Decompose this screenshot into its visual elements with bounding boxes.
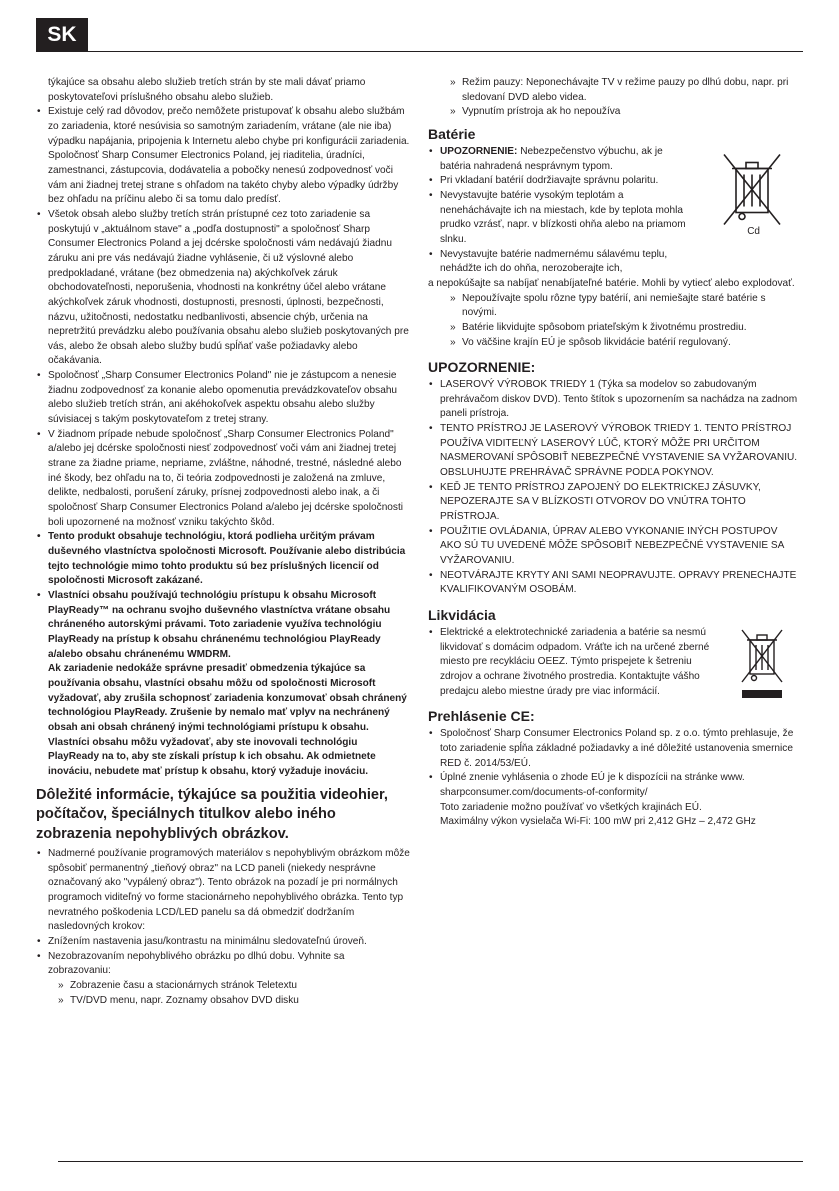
list-item: • Nadmerné používanie programových materiálov s nepohyblivým obrázkom môže spôsobiť permanentný „tieňový obraz" na LCD paneli (niekedy nesprávne označovaný ako "vypálený obraz"). Tento obrázok na pozadí je pri normálnych programoch viditeľný vo forme stacionárneho nepohyblivého obrázka. Tento typ nevratného poškodenia LCD/LED panelu sa dá obmedziť dodržaním nasledovných krokov: xyxy=(36,847,410,935)
list-item: • Existuje celý rad dôvodov, prečo nemôžete pristupovať k obsahu alebo službám zo zariadenia, ktoré nesúvisia so samotným zariadením, vrátane (ale nie iba) výpadku napájania, pripojenia k Internetu alebo chybe pri konfigurácii zariadenia. Spoločnosť Sharp Consumer Electronics Poland, jej riaditelia, úradníci, zamestnanci, zástupcovia, dodávatelia a pobočky nenesú zodpovednosť voči vám ani žiadnej tretej strane s ohľadom na takéto chyby alebo výpadky údržby bez ohľadu na príčinu alebo či sa tomu dalo predísť. xyxy=(36,105,410,208)
right-column xyxy=(428,76,800,830)
list-item: • TENTO PRÍSTROJ JE LASEROVÝ VÝROBOK TRIEDY 1. TENTO PRÍSTROJ POUŽÍVA VIDITEĽNÝ LASEROVÝ LÚČ, KTORÝ MÔŽE PRI URČITOM NASMEROVANÍ SPÔSOBIŤ NEBEZPEČNÉ VYSTAVENIE SA VYŽAROVANIU. OBSLUHUJTE PREHRÁVAČ SPRÁVNE PODĽA POKYNOV. xyxy=(428,422,800,481)
ce-title: Prehlásenie CE: xyxy=(428,708,535,725)
section-title: Dôležité informácie, týkajúce sa použitia videohier, počítačov, špeciálnych titulkov alebo iného zobrazenia nepohyblivých obrázkov. xyxy=(36,786,388,842)
list-item: » Nepoužívajte spolu rôzne typy batérií, ani nemiešajte staré batérie s novými. xyxy=(428,292,800,321)
list-item: » Vypnutím prístroja ak ho nepoužíva xyxy=(428,105,800,120)
list-item xyxy=(428,145,800,174)
header-rule xyxy=(36,51,803,52)
battery-list xyxy=(428,145,800,277)
footer-rule xyxy=(58,1161,803,1162)
heat-text-continued: a nepokúšajte sa nabíjať nenabíjateľné batérie. Mohli by vytiecť alebo explodovať. xyxy=(428,277,795,289)
battery-section xyxy=(428,145,800,350)
list-item xyxy=(428,248,800,277)
list-item: • Spoločnosť „Sharp Consumer Electronics Poland" nie je zástupcom a nenesie žiadnu zodpovednosť za konanie alebo opomenutia prevádzkovateľov obsahu alebo služieb tretích strán, ani akéhokoľvek aspektu obsahu alebo služby súvisiacej s takým poskytovateľom z tretej strany. xyxy=(36,369,410,428)
still-image-sublist xyxy=(36,979,410,1008)
battery-sublist xyxy=(428,292,800,351)
heat-text: • Nevystavujte batérie nadmernému sálavému teplu, nehádžte ich do ohňa, nerozoberajte ich, xyxy=(440,248,668,275)
pause-sublist xyxy=(428,76,800,120)
list-item: • V žiadnom prípade nebude spoločnosť „Sharp Consumer Electronics Poland" a/alebo jej dcérske spoločnosti niesť zodpovednosť voči vám ani žiadnej tretej strane za žiadne priame, nepriame, zvláštne, náhodné, trestné, následné alebo iné škody, bez ohľadu na to, či teória zodpovednosti je založená na zmluve, delikte, nedbalosti, porušení záruky, prísnej zodpovednosti alebo inak, a či spoločnosť Sharp Consumer Electronics Poland a/alebo jej dcérske spoločnosti boli upozornené na možnosť vzniku takýchto škôd. xyxy=(36,428,410,531)
laser-warning-list xyxy=(428,378,800,598)
ce-url: sharpconsumer.com/documents-of-conformity/ xyxy=(440,786,648,798)
left-column xyxy=(36,76,410,1008)
list-item xyxy=(36,589,410,780)
still-image-list xyxy=(36,847,410,979)
list-item: • Nezobrazovaním nepohyblivého obrázku po dlhú dobu. Vyhnite sa zobrazovaniu: xyxy=(36,950,410,979)
list-item xyxy=(428,771,800,830)
list-item: • Tento produkt obsahuje technológiu, ktorá podlieha určitým právam duševného vlastníctva spoločnosti Microsoft. Používanie alebo distribúcia tejto technológie mimo tohto produktu sú bez príslušných licencií od spoločnosti Microsoft zakázané. xyxy=(36,530,410,589)
list-item: • Elektrické a elektrotechnické zariadenia a batérie sa nesmú likvidovať s domácim odpadom. Vráťte ich na určené zberné miesto pre recykláciu OEEZ. Týmto prispejete k šetreniu zdrojov a ochrane životného prostredia. Kontaktujte vášho predajcu alebo miestne úrady pre viac informácií. xyxy=(428,626,800,699)
disposal-section xyxy=(428,626,800,699)
list-item: • Pri vkladaní batérií dodržiavajte správnu polaritu. xyxy=(428,174,800,189)
list-item: • POUŽITIE OVLÁDANIA, ÚPRAV ALEBO VYKONANIE INÝCH POSTUPOV AKO SÚ TU UVEDENÉ MÔŽE SPÔSOBIŤ NEBEZPEČNÉ VYSTAVENIE SA VYŽAROVANIU. xyxy=(428,525,800,569)
list-item: • Všetok obsah alebo služby tretích strán prístupné cez toto zariadenie sa poskytujú v „aktuálnom stave" a „podľa dostupnosti" a spoločnosť Sharp Consumer Electronics Poland a jej dcérske spoločnosti vám nedávajú žiadnu záruku ani pre vás nedávajú žiadne vyhlásenie, či už výslovné alebo predpokladané, vrátane (bez obmedzenia na) akýchkoľvek záruk obchodovateľnosti, neporušenia, vhodnosti na konkrétny účel alebo vrátane akýchkoľvek záruk vhodnosti, dostupnosti, presnosti, úplnosti, bezpečnosti, názvu, užitočnosti, nedostatku nedbanlivosti, absencie chýb, určenia na nepretržitú prevádzku alebo používania obsahu alebo služieb poskytovaných pre vás, alebo že obsah alebo služby budú spĺňať vaše požiadavky alebo očakávania. xyxy=(36,208,410,369)
list-item: • Znížením nastavenia jasu/kontrastu na minimálnu sledovateľnú úroveň. xyxy=(36,935,410,950)
warning-text: Nebezpečenstvo výbuchu, ak je batéria nahradená nesprávnym typom. xyxy=(440,145,663,172)
ce-list xyxy=(428,727,800,830)
ce-power-text: Maximálny výkon vysielača Wi-Fi: 100 mW pri 2,412 GHz – 2,472 GHz xyxy=(440,816,756,828)
list-item: • KEĎ JE TENTO PRÍSTROJ ZAPOJENÝ DO ELEKTRICKEJ ZÁSUVKY, NEPOZERAJTE SA V BLÍZKOSTI OTVOROV DO VNÚTRA TOHTO PRÍSTROJA. xyxy=(428,481,800,525)
list-item: » Zobrazenie času a stacionárnych stránok Teletextu xyxy=(36,979,410,994)
warning-label: UPOZORNENIE: xyxy=(440,145,518,157)
list-item: • Spoločnosť Sharp Consumer Electronics Poland sp. z o.o. týmto prehlasuje, že toto zariadenie spĺňa základné požiadavky a iné dôležité ustanovenia smernice RED č. 2014/53/EÚ. xyxy=(428,727,800,771)
playready-text: Vlastníci obsahu používajú technológiu prístupu k obsahu Microsoft PlayReady™ na ochranu svojho duševného vlastníctva vrátane obsahu chráneného autorskými právami. Toto zariadenie využíva technológiu PlayReady na prístup k obsahu chránenému technológiou PlayReady a/alebo obsahu chránenému WMDRM. xyxy=(48,589,391,660)
warning-title: UPOZORNENIE: xyxy=(428,359,536,376)
list-item: • LASEROVÝ VÝROBOK TRIEDY 1 (Týka sa modelov so zabudovaným prehrávačom diskov DVD). Tento štítok s upozornením sa nachádza na zadnom paneli prístroja. xyxy=(428,378,800,422)
list-item: » Režim pauzy: Neponechávajte TV v režime pauzy po dlhú dobu, napr. pri sledovaní DVD alebo videa. xyxy=(428,76,800,105)
ce-declaration-text: Úplné znenie vyhlásenia o zhode EÚ je k dispozícii na stránke www. xyxy=(440,772,745,784)
list-item: » TV/DVD menu, napr. Zoznamy obsahov DVD disku xyxy=(36,994,410,1009)
ce-usage-text: Toto zariadenie možno používať vo všetkých krajinách EÚ. xyxy=(440,801,702,813)
third-party-list xyxy=(36,105,410,779)
disposal-list xyxy=(428,626,800,699)
list-item: • NEOTVÁRAJTE KRYTY ANI SAMI NEOPRAVUJTE. OPRAVY PRENECHAJTE KVALIFIKOVANÝM OSOBÁM. xyxy=(428,569,800,598)
list-item: » Vo väčšine krajín EÚ je spôsob likvidácie batérií regulovaný. xyxy=(428,336,800,351)
playready-revocation-text: Ak zariadenie nedokáže správne presadiť obmedzenia týkajúce sa používania obsahu, vlastníci obsahu môžu od spoločnosti Microsoft vyžadovať, aby zrušila schopnosť zariadenia konzumovať obsah chránený technológiou PlayReady. Zrušenie by nemalo mať vplyv na nechránený obsah ani obsah chránený inými technológiami prístupu k obsahu. Vlastníci obsahu môžu vyžadovať, aby ste inovovali technológiu PlayReady na to, aby ste získali prístup k ich obsahu. Ak odmietnete inováciu, nebudete mať prístup k obsahu, ktorý vyžaduje inováciu. xyxy=(48,663,407,777)
cd-label: Cd xyxy=(747,225,760,237)
list-item: » Batérie likvidujte spôsobom priateľským k životnému prostrediu. xyxy=(428,321,800,336)
language-badge: SK xyxy=(36,18,88,52)
disposal-title: Likvidácia xyxy=(428,607,496,623)
list-item: • Nevystavujte batérie vysokým teplotám a neneháchávajte ich na miestach, kde by teplota mohla prudko vzrásť, napr. v blízkosti ohňa alebo na priamom slnku. xyxy=(428,189,800,248)
continued-text: týkajúce sa obsahu alebo služieb tretích strán by ste mali dávať priamo poskytovateľovi príslušného obsahu alebo služieb. xyxy=(48,77,366,103)
battery-title: Batérie xyxy=(428,125,476,142)
